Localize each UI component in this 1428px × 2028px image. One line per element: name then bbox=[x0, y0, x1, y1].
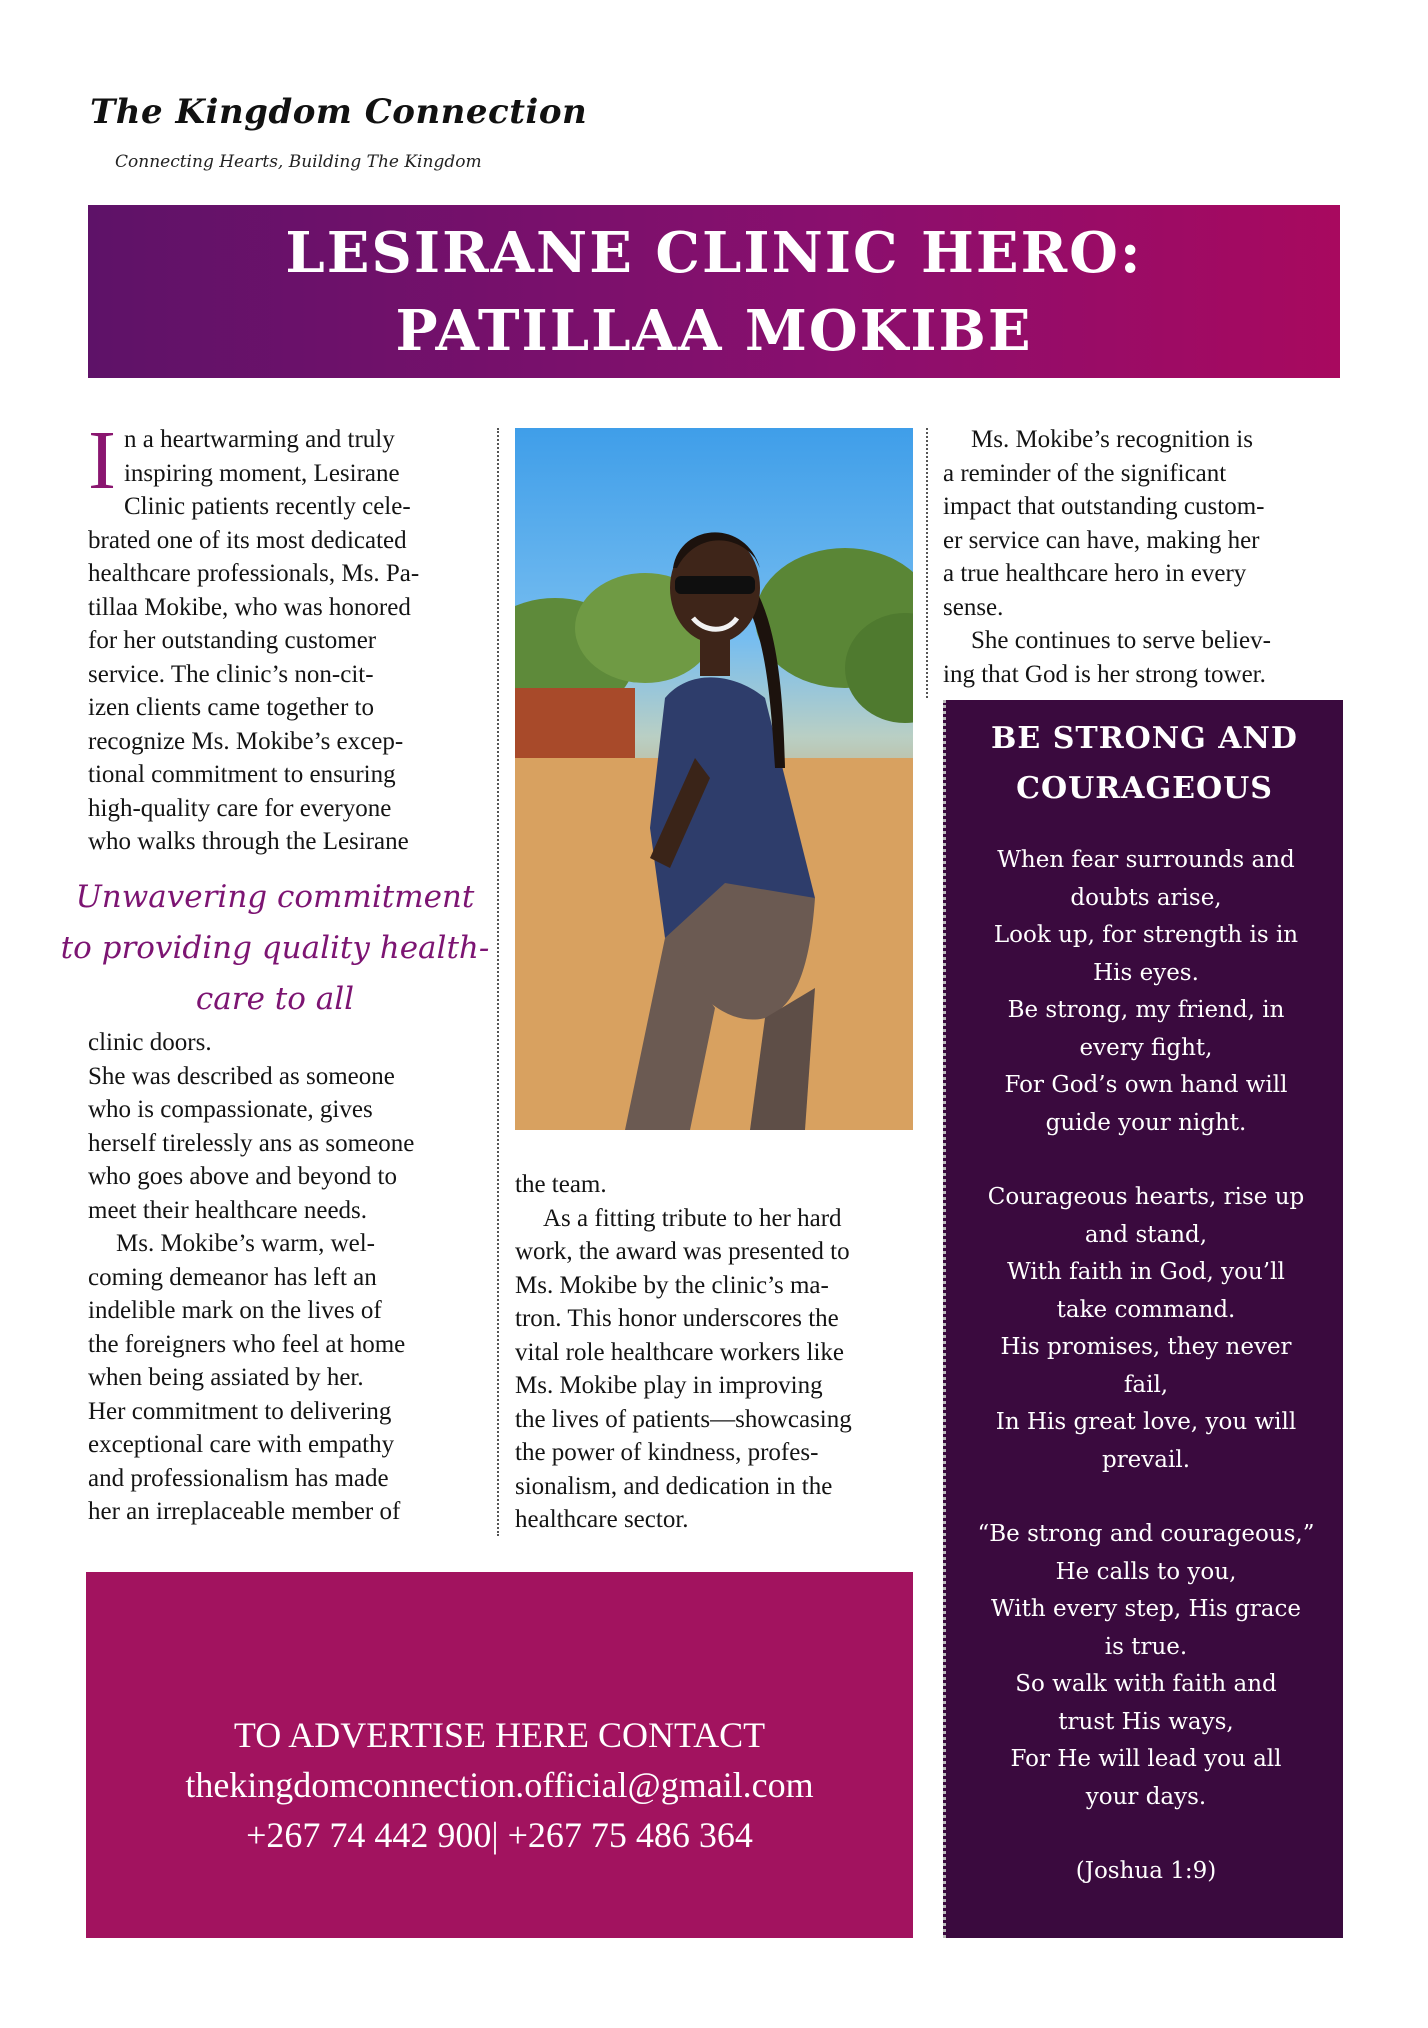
poem-line: “Be strong and courageous,” bbox=[977, 1521, 1315, 1547]
article-column-2-bottom bbox=[515, 1168, 925, 1537]
text-line: Ms. Mokibe’s warm, wel- bbox=[116, 1230, 375, 1257]
text-line: exceptional care with empathy bbox=[88, 1431, 395, 1458]
poem-line: take command. bbox=[1056, 1296, 1236, 1323]
headline-banner bbox=[88, 205, 1340, 378]
poem-line: Be strong, my friend, in bbox=[1007, 997, 1285, 1023]
text-line: Her commitment to delivering bbox=[88, 1397, 392, 1425]
article-column-1-bottom bbox=[88, 1026, 488, 1529]
text-line: who is compassionate, gives bbox=[88, 1096, 373, 1123]
poem-line: With every step, His grace bbox=[991, 1596, 1301, 1622]
advert-phones: +267 74 442 900| +267 75 486 364 bbox=[246, 1815, 753, 1855]
poem-stanza bbox=[976, 1179, 1316, 1479]
text-line: the foreigners who feel at home bbox=[88, 1330, 406, 1358]
text-line: who goes above and beyond to bbox=[88, 1163, 397, 1190]
text-line: coming demeanor has left an bbox=[88, 1263, 377, 1291]
text-line: when being assiated by her. bbox=[88, 1364, 364, 1391]
text-line: tron. This honor underscores the bbox=[515, 1305, 839, 1332]
text-line: a true healthcare hero in every bbox=[943, 560, 1247, 587]
text-line: vital role healthcare workers like bbox=[515, 1338, 845, 1366]
advert-email[interactable]: thekingdomconnection.official@gmail.com bbox=[185, 1765, 814, 1805]
brand-title: The Kingdom Connection bbox=[90, 92, 588, 132]
pull-quote-line: to providing quality health- bbox=[60, 930, 490, 966]
poem-stanza bbox=[976, 1516, 1316, 1816]
text-line: ing that God is her strong tower. bbox=[943, 660, 1266, 688]
text-line: As a fitting tribute to her hard bbox=[543, 1204, 842, 1232]
text-line: impact that outstanding custom- bbox=[943, 493, 1265, 520]
text-line: healthcare professionals, Ms. Pa- bbox=[88, 560, 420, 587]
text-line: Ms. Mokibe play in improving bbox=[515, 1372, 823, 1399]
poem-line: For God’s own hand will bbox=[1004, 1072, 1288, 1098]
advert-text bbox=[86, 1710, 913, 1860]
poem-line: trust His ways, bbox=[1058, 1708, 1234, 1735]
poem-line: doubts arise, bbox=[1070, 884, 1222, 911]
poem-line: prevail. bbox=[1101, 1446, 1191, 1473]
poem-line: your days. bbox=[1085, 1783, 1207, 1810]
poem-heading-line: BE STRONG AND bbox=[991, 721, 1298, 756]
poem-line: In His great love, you will bbox=[995, 1409, 1297, 1435]
text-line: sionalism, and dedication in the bbox=[515, 1472, 833, 1500]
column-divider bbox=[497, 428, 499, 1536]
text-line: the power of kindness, profes- bbox=[515, 1439, 819, 1466]
headline-line-1: LESIRANE CLINIC HERO: bbox=[285, 219, 1143, 286]
poem-line: With faith in God, you’ll bbox=[1007, 1259, 1285, 1285]
poem-line: His eyes. bbox=[1093, 959, 1199, 986]
poem-line: and stand, bbox=[1084, 1221, 1208, 1248]
text-line: tillaa Mokibe, who was honored bbox=[88, 593, 411, 621]
text-line: her an irreplaceable member of bbox=[88, 1498, 401, 1525]
text-line: She continues to serve believ- bbox=[971, 627, 1271, 654]
text-line: Clinic patients recently cele- bbox=[123, 493, 411, 520]
text-line: healthcare sector. bbox=[515, 1506, 689, 1533]
drop-cap: I bbox=[88, 414, 116, 507]
pull-quote-line: care to all bbox=[195, 981, 355, 1017]
poem-line: So walk with faith and bbox=[1015, 1671, 1277, 1697]
text-line: recognize Ms. Mokibe’s excep- bbox=[88, 727, 404, 755]
text-line: Ms. Mokibe by the clinic’s ma- bbox=[515, 1271, 829, 1299]
poem-line: is true. bbox=[1104, 1633, 1188, 1660]
article-column-3-top bbox=[943, 423, 1343, 691]
article-column-1-top bbox=[88, 414, 476, 859]
text-line: brated one of its most dedicated bbox=[88, 526, 407, 554]
advert-box bbox=[86, 1572, 913, 1938]
text-line: sense. bbox=[943, 593, 1004, 621]
text-line: inspiring moment, Lesirane bbox=[123, 459, 400, 487]
text-line: and professionalism has made bbox=[88, 1464, 389, 1492]
portrait-illustration bbox=[515, 428, 913, 1130]
text-line: izen clients came together to bbox=[88, 694, 374, 721]
pull-quote bbox=[60, 872, 490, 1025]
headline-line-2: PATILLAA MOKIBE bbox=[395, 297, 1033, 364]
pull-quote-line: Unwavering commitment bbox=[75, 879, 475, 915]
text-line: er service can have, making her bbox=[943, 526, 1260, 554]
text-line: who walks through the Lesirane bbox=[88, 828, 409, 855]
poem-line: Courageous hearts, rise up bbox=[987, 1184, 1305, 1210]
text-line: the team. bbox=[515, 1171, 607, 1198]
text-line: clinic doors. bbox=[88, 1029, 212, 1056]
poem-line: When fear surrounds and bbox=[997, 847, 1295, 873]
text-line: She was described as someone bbox=[88, 1062, 395, 1090]
text-line: high-quality care for everyone bbox=[88, 794, 392, 822]
text-line: work, the award was presented to bbox=[515, 1238, 850, 1265]
poem-heading-line: COURAGEOUS bbox=[1016, 771, 1273, 806]
poem-sidebar bbox=[943, 700, 1343, 1938]
text-line: indelible mark on the lives of bbox=[88, 1297, 382, 1324]
poem-line: Look up, for strength is in bbox=[993, 922, 1299, 948]
poem-line: fail, bbox=[1123, 1371, 1169, 1398]
poem-line: every fight, bbox=[1079, 1034, 1213, 1061]
column-divider bbox=[926, 428, 928, 698]
text-line: Ms. Mokibe’s recognition is bbox=[971, 426, 1253, 453]
poem-line: guide your night. bbox=[1045, 1109, 1247, 1136]
portrait-photo bbox=[515, 428, 913, 1130]
poem-stanza bbox=[976, 842, 1316, 1142]
poem-heading bbox=[946, 714, 1343, 814]
advert-heading: TO ADVERTISE HERE CONTACT bbox=[233, 1715, 766, 1755]
poem-line: (Joshua 1:9) bbox=[1075, 1858, 1217, 1884]
poem-citation bbox=[976, 1853, 1316, 1891]
text-line: meet their healthcare needs. bbox=[88, 1196, 368, 1224]
text-line: n a heartwarming and truly bbox=[123, 426, 395, 453]
poem-line: He calls to you, bbox=[1055, 1558, 1237, 1585]
poem-line: His promises, they never bbox=[1000, 1334, 1292, 1360]
text-line: the lives of patients—showcasing bbox=[515, 1405, 852, 1433]
text-line: service. The clinic’s non-cit- bbox=[88, 660, 374, 688]
poem-line: For He will lead you all bbox=[1010, 1746, 1282, 1772]
text-line: for her outstanding customer bbox=[88, 627, 377, 654]
text-line: tional commitment to ensuring bbox=[88, 761, 396, 788]
brand-tagline: Connecting Hearts, Building The Kingdom bbox=[115, 152, 482, 172]
poem-body bbox=[976, 842, 1316, 1928]
text-line: herself tirelessly ans as someone bbox=[88, 1129, 415, 1157]
text-line: a reminder of the significant bbox=[943, 459, 1227, 487]
